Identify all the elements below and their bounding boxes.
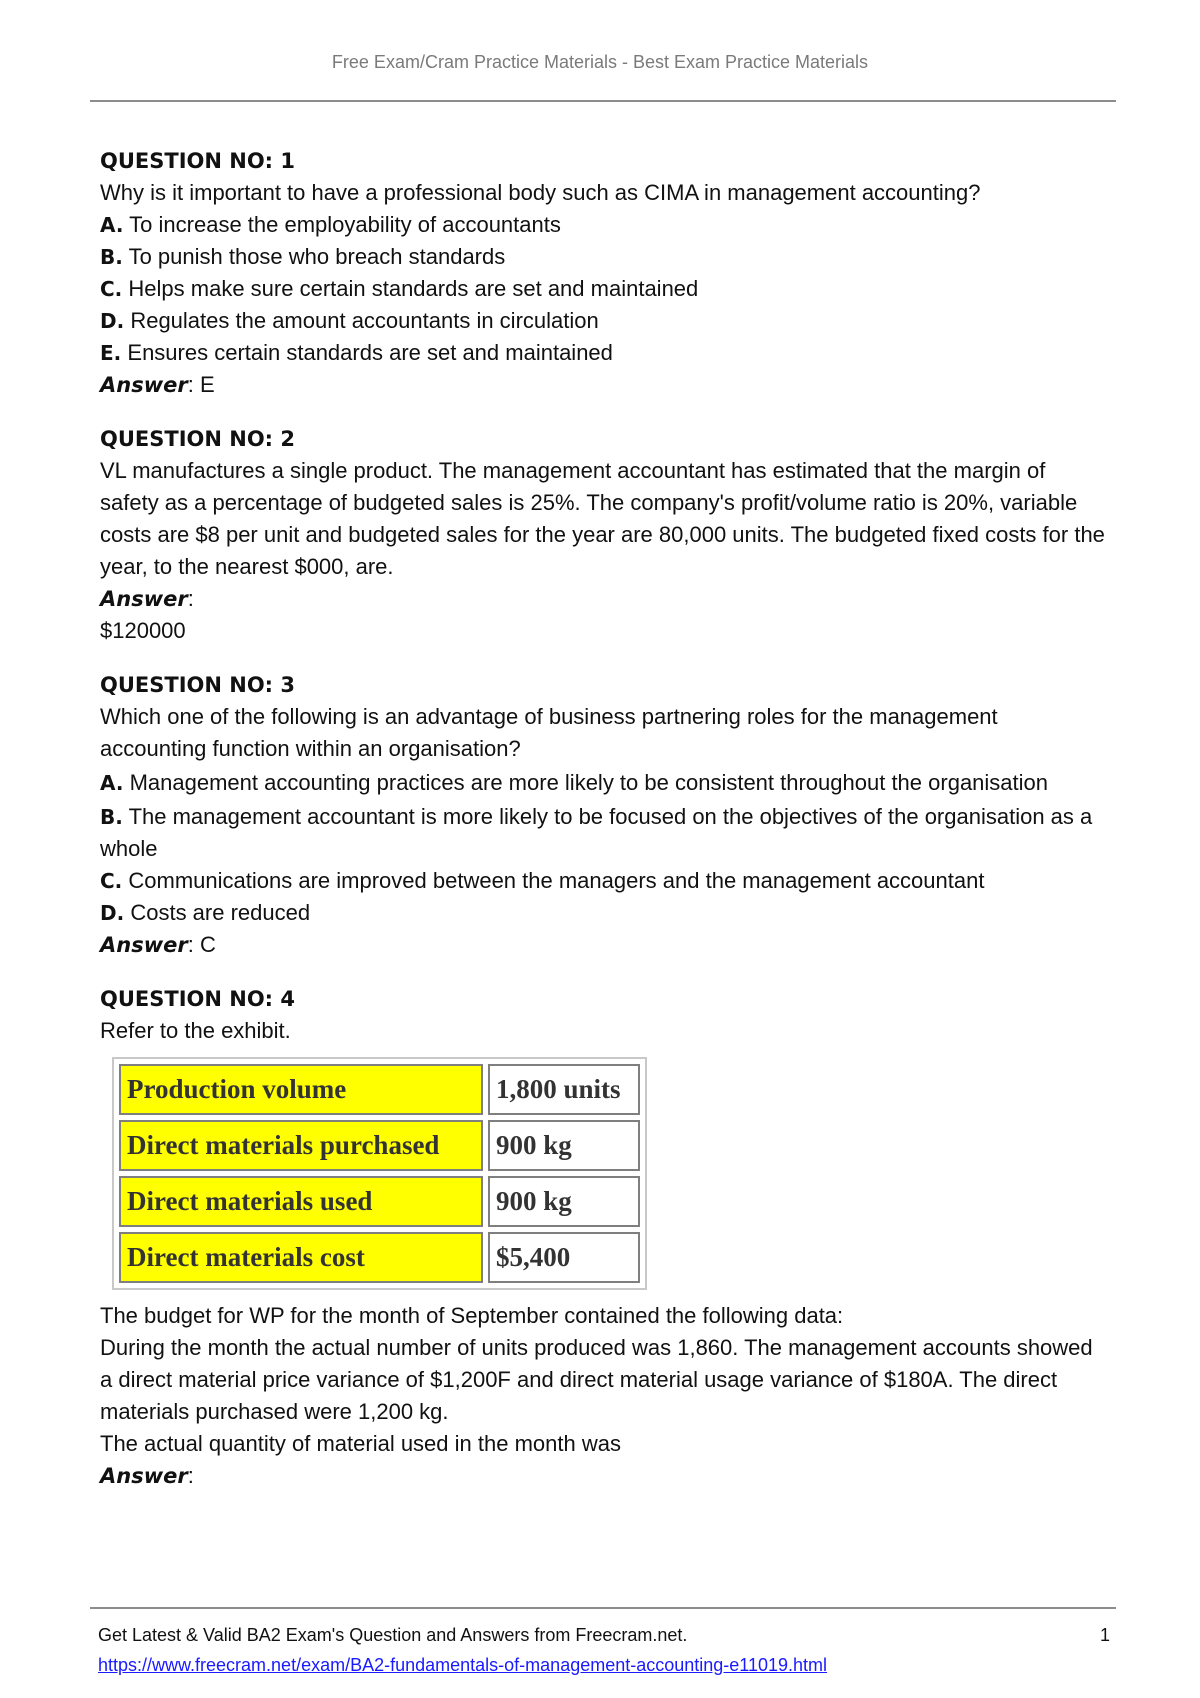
- footer-text: Get Latest & Valid BA2 Exam's Question and Answers from Freecram.net.: [98, 1625, 688, 1645]
- option-text: Helps make sure certain standards are set and maintained: [128, 276, 699, 301]
- option-letter: A.: [100, 771, 124, 795]
- option-letter: A.: [100, 213, 124, 237]
- exhibit-label: Direct materials purchased: [119, 1120, 483, 1171]
- footer-link[interactable]: https://www.freecram.net/exam/BA2-fundamentals-of-management-accounting-e11019.html: [98, 1655, 828, 1675]
- option-text: To punish those who breach standards: [128, 244, 506, 269]
- exhibit-label: Production volume: [119, 1064, 483, 1115]
- document-body: [100, 145, 1110, 1492]
- exhibit-value: $5,400: [488, 1232, 640, 1283]
- answer-label: Answer: [100, 933, 188, 957]
- option-text: Communications are improved between the managers and the management accountant: [128, 868, 985, 893]
- question-text: Refer to the exhibit.: [100, 1018, 291, 1043]
- question-2: [100, 423, 1110, 647]
- option-text: Regulates the amount accountants in circulation: [130, 308, 599, 333]
- question-1: [100, 145, 1110, 401]
- question-heading: QUESTION NO: 2: [100, 427, 295, 451]
- exhibit-row: [119, 1120, 640, 1171]
- option-d: [100, 897, 1110, 929]
- option-letter: B.: [100, 805, 123, 829]
- answer-value: $120000: [100, 618, 186, 643]
- option-letter: E.: [100, 341, 122, 365]
- answer-label: Answer: [100, 587, 188, 611]
- option-a: [100, 209, 1110, 241]
- exhibit-value: 900 kg: [488, 1176, 640, 1227]
- footer-divider: [90, 1607, 1116, 1609]
- exhibit-value: 1,800 units: [488, 1064, 640, 1115]
- answer-value: C: [199, 932, 216, 957]
- option-b: [100, 241, 1110, 273]
- question-4: [100, 983, 1110, 1492]
- exhibit-row: [119, 1232, 640, 1283]
- option-text: Ensures certain standards are set and maintained: [127, 340, 613, 365]
- answer-line: Answer: E: [100, 372, 215, 397]
- page-header: Free Exam/Cram Practice Materials - Best Exam Practice Materials: [331, 52, 869, 72]
- exhibit-value: 900 kg: [488, 1120, 640, 1171]
- exhibit-row: [119, 1064, 640, 1115]
- option-text: Management accounting practices are more likely to be consistent throughout the organisation: [129, 770, 1049, 795]
- question-text: VL manufactures a single product. The management accountant has estimated that the margin of safety as a percentage of budgeted sales is 25%. The company's profit/volume ratio is 20%, variable costs are $8 per unit and budgeted sales for the year are 80,000 units. The budgeted fixed costs for the year, to the nearest $000, are.: [100, 458, 1105, 579]
- exhibit-table: [112, 1057, 647, 1290]
- question-3: [100, 669, 1110, 961]
- option-letter: D.: [100, 309, 125, 333]
- exhibit-label: Direct materials cost: [119, 1232, 483, 1283]
- answer-line: Answer:: [100, 1463, 194, 1488]
- option-letter: C.: [100, 277, 123, 301]
- question-text: During the month the actual number of units produced was 1,860. The management accounts showed a direct material price variance of $1,200F and direct material usage variance of $180A. The direct materials purchased were 1,200 kg.: [100, 1335, 1093, 1424]
- answer-label: Answer: [100, 373, 188, 397]
- answer-label: Answer: [100, 1464, 188, 1488]
- answer-value: E: [199, 372, 215, 397]
- option-d: [100, 305, 1110, 337]
- option-letter: B.: [100, 245, 123, 269]
- option-text: Costs are reduced: [130, 900, 311, 925]
- exhibit-label: Direct materials used: [119, 1176, 483, 1227]
- question-text: Which one of the following is an advantage of business partnering roles for the management accounting function within an organisation?: [100, 704, 998, 761]
- option-c: [100, 273, 1110, 305]
- question-text: The budget for WP for the month of September contained the following data:: [100, 1303, 844, 1328]
- header-divider: [90, 100, 1116, 102]
- option-text: To increase the employability of accountants: [129, 212, 561, 237]
- option-letter: D.: [100, 901, 125, 925]
- option-text: The management accountant is more likely to be focused on the objectives of the organisation as a whole: [100, 804, 1093, 861]
- option-c: [100, 865, 1110, 897]
- question-text: Why is it important to have a professional body such as CIMA in management accounting?: [100, 180, 981, 205]
- option-e: [100, 337, 1110, 369]
- question-heading: QUESTION NO: 1: [100, 149, 295, 173]
- option-letter: C.: [100, 869, 123, 893]
- answer-line: Answer: C: [100, 932, 216, 957]
- question-text: The actual quantity of material used in the month was: [100, 1431, 621, 1456]
- question-heading: QUESTION NO: 3: [100, 673, 295, 697]
- question-heading: QUESTION NO: 4: [100, 987, 295, 1011]
- option-b: [100, 801, 1110, 865]
- exhibit-row: [119, 1176, 640, 1227]
- option-a: [100, 767, 1110, 799]
- answer-line: Answer:: [100, 586, 194, 611]
- page-number: 1: [1100, 1625, 1111, 1645]
